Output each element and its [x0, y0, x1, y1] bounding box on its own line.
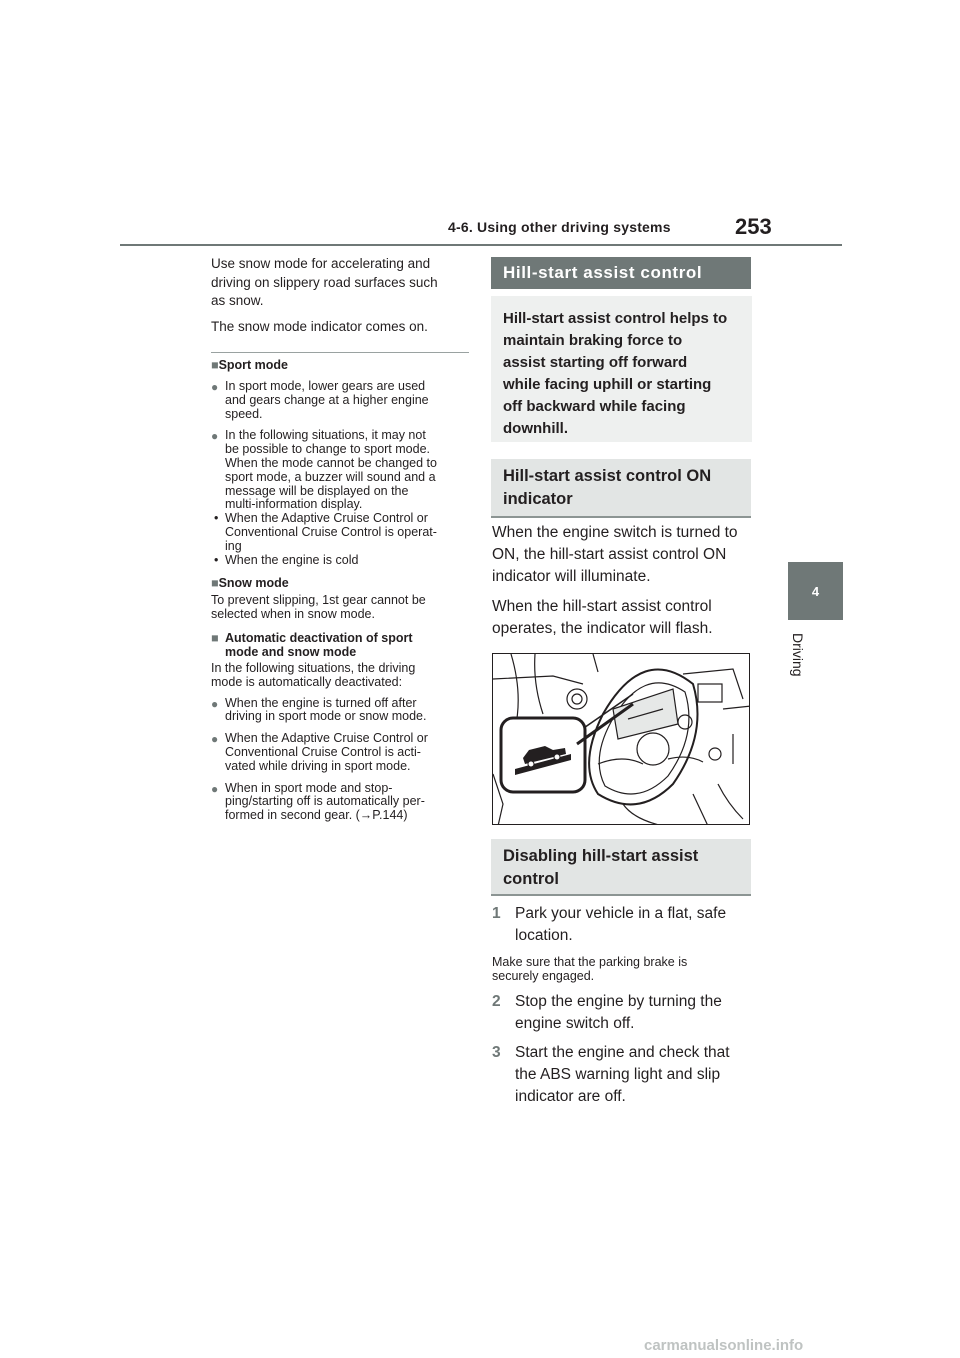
watermark: carmanualsonline.info [644, 1337, 804, 1354]
snow-mode-heading: ■Snow mode [211, 576, 289, 591]
sub-list-item: • When the Adaptive Cruise Control or Conventional Cruise Control is operat- ing [214, 511, 437, 553]
left-notes [211, 358, 476, 823]
list-item: ● When the engine is turned off after driving in sport mode or snow mode. [211, 695, 427, 724]
chapter-tab [788, 562, 843, 620]
indicator-heading: Hill-start assist control ON indicator [491, 459, 751, 518]
list-item: ● In the following situations, it may not be possible to change to sport mode. When the mode cannot be changed to sport mode, a buzzer will sound and a message will be displayed on the multi-information display. [211, 428, 437, 512]
snow-intro-line: Use snow mode for accelerating and [211, 256, 431, 271]
list-item: ● When the Adaptive Cruise Control or Conventional Cruise Control is acti- vated while driving in sport mode. [211, 731, 428, 773]
hill-start-section-heading: Hill-start assist control [491, 257, 751, 289]
dashboard-drawing [493, 654, 750, 825]
snow-indicator-text: The snow mode indicator comes on. [211, 318, 428, 334]
bullet-icon: ● [211, 380, 219, 394]
auto-deactivation-text: In the following situations, the driving mode is automatically deactivated: [211, 660, 416, 689]
left-divider [211, 352, 469, 353]
auto-deactivation-heading: ■ Automatic deactivation of sport mode and snow mode [211, 630, 413, 659]
snow-mode-text: To prevent slipping, 1st gear cannot be selected when in snow mode. [211, 593, 426, 622]
parking-brake-note: Make sure that the parking brake is securely engaged. [492, 955, 688, 983]
snow-intro-line: driving on slippery road surfaces such [211, 274, 438, 290]
page-reference-link[interactable]: formed in second gear. (→P.144) [225, 808, 408, 823]
steps [492, 903, 762, 1108]
section-title: 4-6. Using other driving systems [448, 219, 671, 235]
disabling-heading: Disabling hill-start assist control [491, 839, 751, 896]
list-item: ● In sport mode, lower gears are used and gears change at a higher engine speed. [211, 379, 429, 421]
left-column [211, 255, 476, 336]
hill-start-intro: Hill-start assist control helps to maintain braking force to assist starting off forward while facing uphill or starting off backward while facing downhill. [491, 296, 752, 442]
bullet-icon: ● [211, 781, 219, 796]
step-2: 2 Stop the engine by turning the engine switch off. [492, 993, 722, 1033]
snow-intro-line: as snow. [211, 293, 264, 308]
dashboard-illustration [492, 653, 750, 825]
indicator-text: When the engine switch is turned to ON, the hill-start assist control ON indicator will illuminate. When the hill-start assist control operates, the indicator will flash. [492, 524, 738, 637]
chapter-tab-number: 4 [811, 583, 820, 599]
list-item: ● When in sport mode and stop- ping/starting off is automatically per- formed in second gear. (→P.144) [211, 782, 476, 823]
chapter-tab-label: Driving [790, 633, 806, 677]
step-1: 1 Park your vehicle in a flat, safe location. [492, 905, 727, 944]
bullet-icon: ● [211, 732, 219, 747]
bullet-icon: ● [211, 429, 219, 444]
sport-mode-heading: ■Sport mode [211, 358, 289, 372]
bullet-icon: ● [211, 696, 219, 711]
header-divider [120, 244, 842, 246]
sub-list-item: • When the engine is cold [214, 552, 359, 567]
page-number: 253 [735, 214, 772, 239]
step-3: 3 Start the engine and check that the ABS warning light and slip indicator are off. [492, 1044, 730, 1106]
